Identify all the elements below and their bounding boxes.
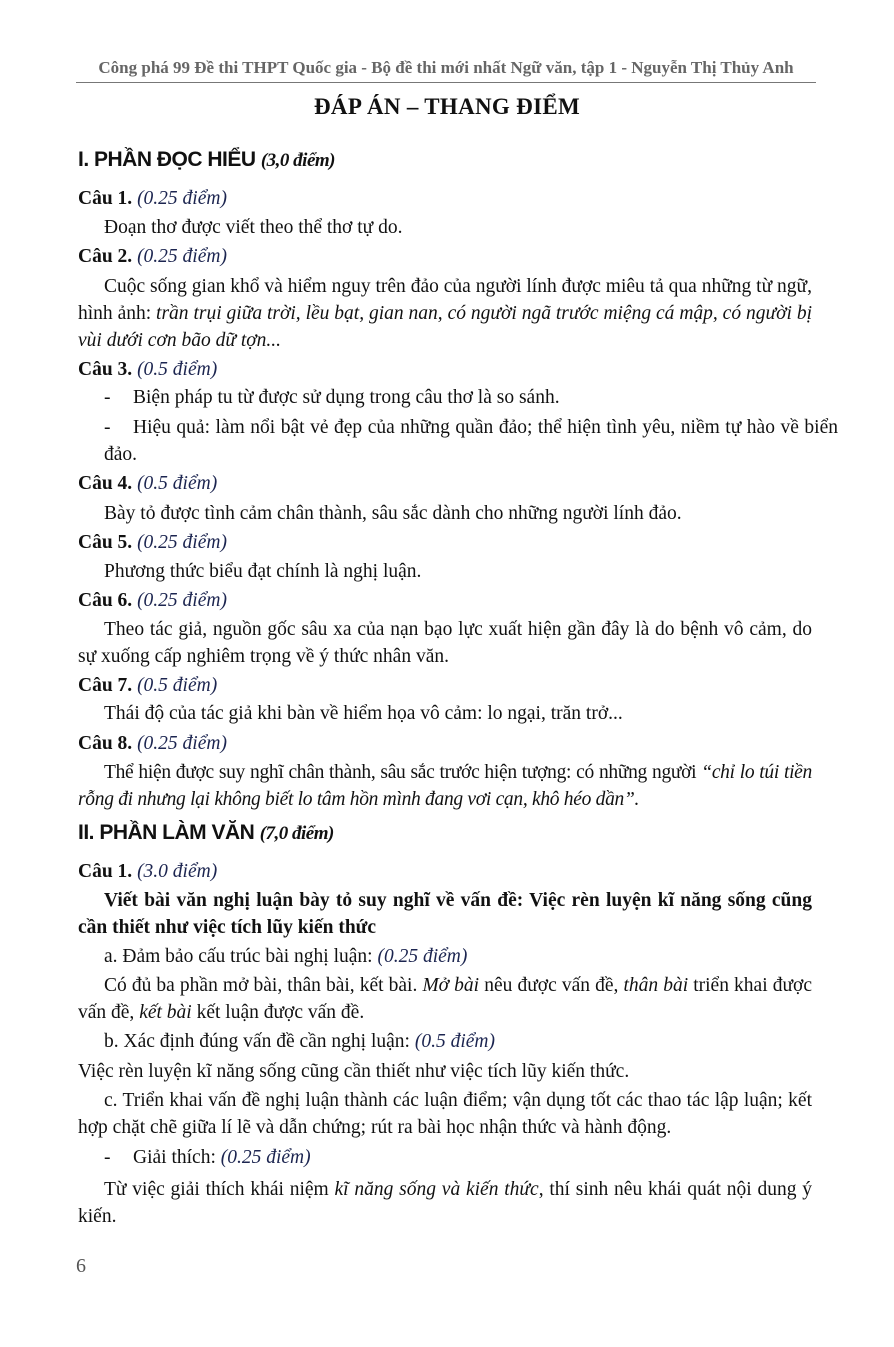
- section-heading-writing: [78, 821, 334, 845]
- question-4-label: Câu 4. (0.5 điểm): [78, 473, 218, 494]
- essay-question-label: Câu 1. (3.0 điểm): [78, 861, 218, 882]
- criterion-a: a. Đảm bảo cấu trúc bài nghị luận: (0.25 điểm): [104, 946, 468, 967]
- answer-5: Phương thức biểu đạt chính là nghị luận.: [104, 561, 422, 582]
- criterion-b-text: Việc rèn luyện kĩ năng sống cũng cần thiết như việc tích lũy kiến thức.: [78, 1061, 630, 1082]
- answer-7: Thái độ của tác giả khi bàn về hiểm họa vô cảm: lo ngại, trăn trở...: [104, 703, 623, 724]
- running-header: Công phá 99 Đề thi THPT Quốc gia - Bộ đề thi mới nhất Ngữ văn, tập 1 - Nguyễn Thị Thủy Anh: [98, 58, 794, 77]
- section-title: II. PHẦN LÀM VĂN: [78, 821, 255, 844]
- answer-1: Đoạn thơ được viết theo thể thơ tự do.: [104, 217, 403, 238]
- criterion-b: b. Xác định đúng vấn đề cần nghị luận: (0.5 điểm): [104, 1031, 495, 1052]
- answer-4: Bày tỏ được tình cảm chân thành, sâu sắc dành cho những người lính đảo.: [104, 503, 682, 524]
- section-points: (7,0 điểm): [259, 823, 334, 844]
- question-3-label: Câu 3. (0.5 điểm): [78, 359, 218, 380]
- section-title: I. PHẦN ĐỌC HIỂU: [78, 148, 256, 171]
- section-heading-reading: [78, 148, 335, 172]
- page-title: ĐÁP ÁN – THANG ĐIỂM: [314, 94, 580, 119]
- criterion-a-text: Có đủ ba phần mở bài, thân bài, kết bài. Mở bài nêu được vấn đề, thân bài triển khai được vấn đề, kết bài kết luận được vấn đề.: [78, 975, 812, 1023]
- explanation-item: - Giải thích: (0.25 điểm): [104, 1147, 311, 1168]
- question-5-label: Câu 5. (0.25 điểm): [78, 532, 227, 553]
- question-8-label: Câu 8. (0.25 điểm): [78, 733, 227, 754]
- question-7-label: Câu 7. (0.5 điểm): [78, 675, 218, 696]
- answer-3-item: - Biện pháp tu từ được sử dụng trong câu thơ là so sánh.: [104, 387, 560, 408]
- answer-6: Theo tác giả, nguồn gốc sâu xa của nạn bạo lực xuất hiện gần đây là do bệnh vô cảm, do sự xuống cấp nghiêm trọng về ý thức nhân văn.: [78, 619, 812, 667]
- answer-2: Cuộc sống gian khổ và hiểm nguy trên đảo của người lính được miêu tả qua những từ ngữ, hình ảnh: trần trụi giữa trời, lều bạt, gian nan, có người ngã trước miệng cá mập, có người bị vùi dưới cơn bão dữ tợn...: [78, 276, 813, 351]
- answer-3-item: - Hiệu quả: làm nổi bật vẻ đẹp của những quần đảo; thể hiện tình yêu, niềm tự hào về biển đảo.: [104, 417, 838, 465]
- answer-8: Thể hiện được suy nghĩ chân thành, sâu sắc trước hiện tượng: có những người “chỉ lo túi tiền rỗng đi nhưng lại không biết lo tâm hồn mình đang vơi cạn, khô héo dần”.: [78, 762, 812, 810]
- section-points: (3,0 điểm): [260, 150, 336, 171]
- criterion-c: c. Triển khai vấn đề nghị luận thành các luận điểm; vận dụng tốt các thao tác lập luận; kết hợp chặt chẽ giữa lí lẽ và dẫn chứng; rút ra bài học nhận thức và hành động.: [78, 1090, 812, 1138]
- question-2-label: Câu 2. (0.25 điểm): [78, 246, 227, 267]
- explanation-text: Từ việc giải thích khái niệm kĩ năng sống và kiến thức, thí sinh nêu khái quát nội dung ý kiến.: [78, 1179, 812, 1227]
- question-1-label: Câu 1. (0.25 điểm): [78, 188, 227, 209]
- header-rule: [76, 82, 816, 83]
- essay-prompt: Viết bài văn nghị luận bày tỏ suy nghĩ về vấn đề: Việc rèn luyện kĩ năng sống cũng cần thiết như việc tích lũy kiến thức: [78, 890, 812, 938]
- page-number: 6: [76, 1255, 86, 1277]
- question-6-label: Câu 6. (0.25 điểm): [78, 590, 227, 611]
